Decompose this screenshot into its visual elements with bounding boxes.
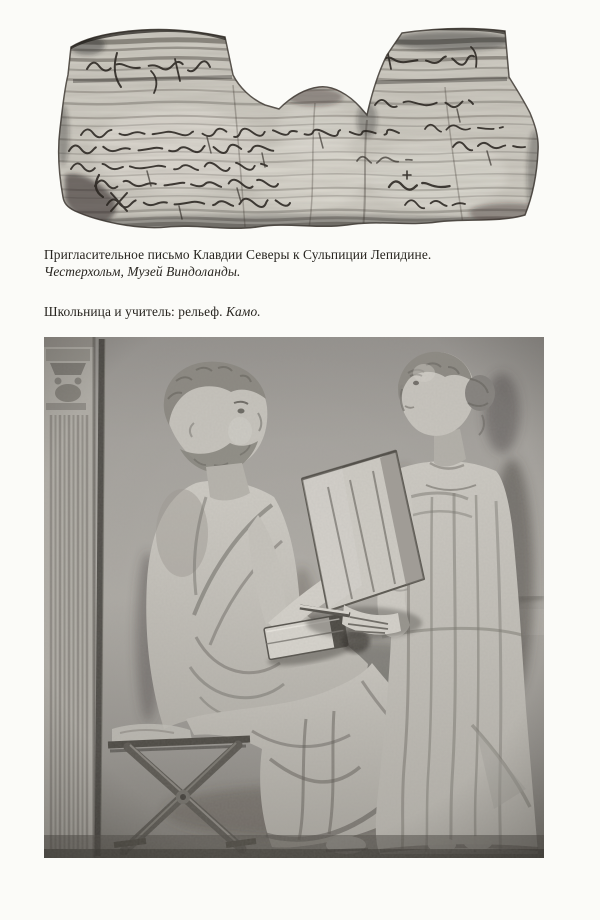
relief-photo-figure <box>44 337 544 858</box>
relief-caption-title: Школьница и учитель: рельеф. <box>44 304 223 319</box>
vindolanda-tablet-image <box>57 25 540 230</box>
tablet-caption-title: Пригласительное письмо Клавдии Северы к Сульпиции Лепидине. <box>44 247 432 262</box>
teacher-schoolgirl-relief-image <box>44 337 544 858</box>
tablet-photo-figure <box>57 25 540 230</box>
relief-caption-source: Камо. <box>226 304 261 319</box>
relief-caption <box>44 303 549 320</box>
tablet-caption-source: Честерхольм, Музей Виндоланды. <box>44 264 241 279</box>
tablet-caption <box>44 246 549 280</box>
